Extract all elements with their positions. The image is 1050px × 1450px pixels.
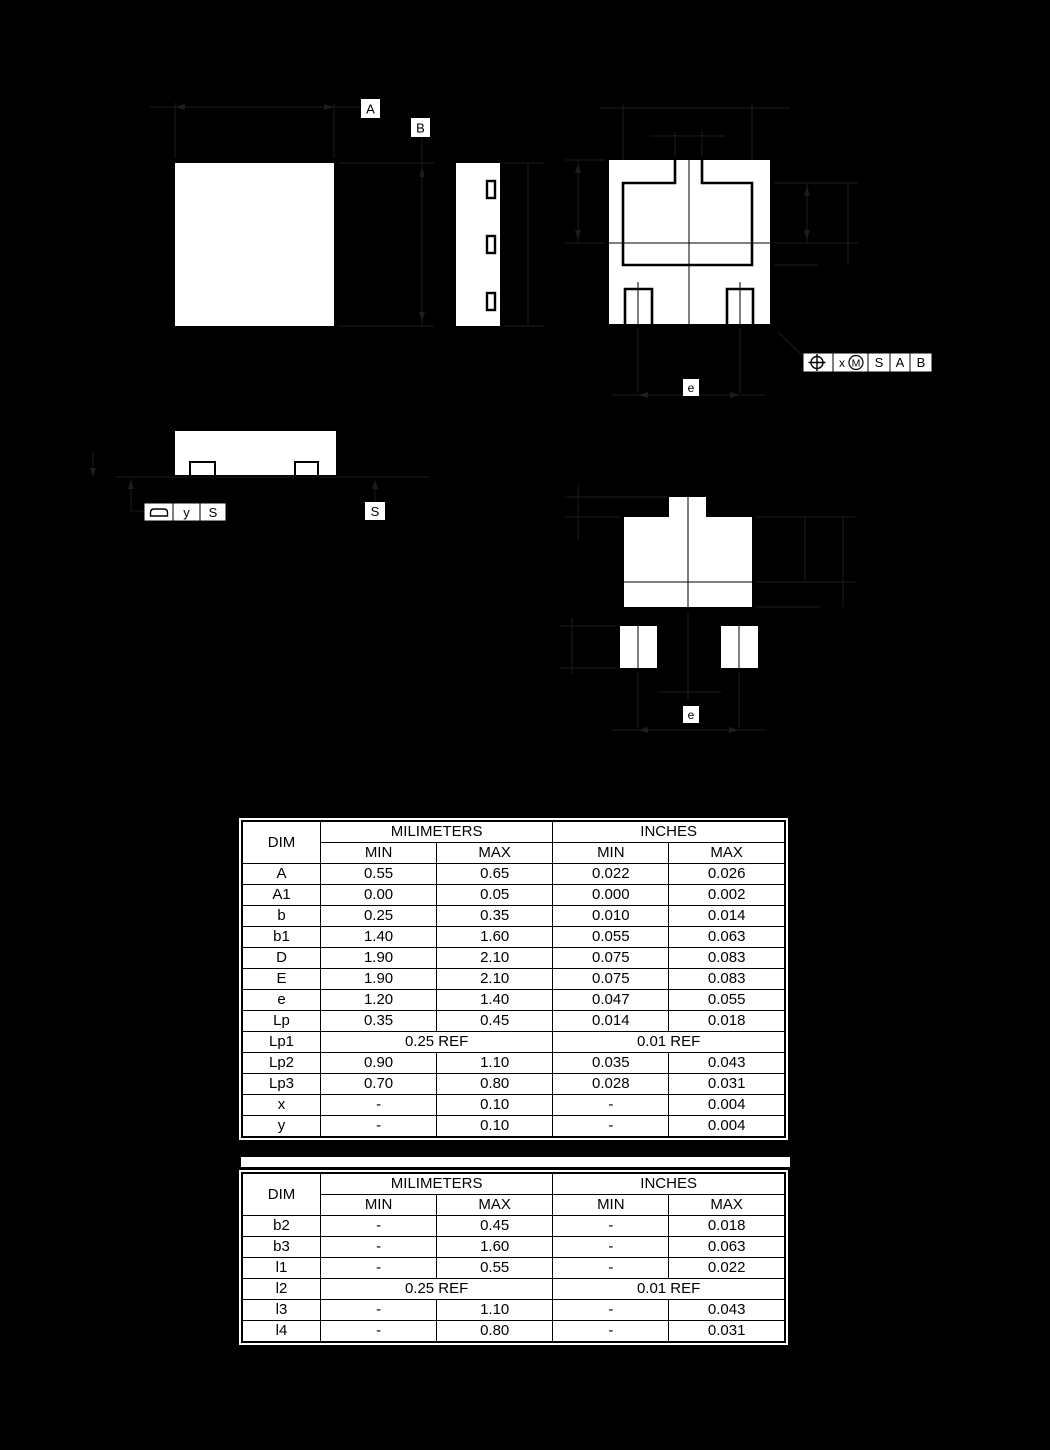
- table-row: [242, 1116, 785, 1138]
- col-header-in-max: MAX: [669, 1195, 785, 1216]
- cell: -: [321, 1258, 437, 1279]
- cell: 0.10: [437, 1116, 553, 1138]
- datum-b-label: B: [416, 120, 425, 136]
- pitch-label-bottom-box: [683, 706, 699, 723]
- lead-slot: [487, 181, 495, 198]
- cell: 0.90: [321, 1053, 437, 1074]
- col-header-mm-min: MIN: [321, 843, 437, 864]
- fcf-tolerance-y: y: [183, 505, 190, 520]
- cell: 0.035: [553, 1053, 669, 1074]
- cell-dim: b: [242, 906, 321, 927]
- cell: 0.00: [321, 885, 437, 906]
- col-header-in-max: MAX: [669, 843, 785, 864]
- cell-dim: l1: [242, 1258, 321, 1279]
- cell: 0.055: [553, 927, 669, 948]
- cell: 2.10: [437, 969, 553, 990]
- cell-dim: Lp: [242, 1011, 321, 1032]
- pitch-label-top: e: [687, 381, 695, 395]
- mmc-modifier-letter: M: [851, 357, 861, 370]
- cell: 0.031: [669, 1321, 785, 1343]
- cell: -: [321, 1216, 437, 1237]
- fcf-tolerance-prefix: x: [839, 356, 845, 370]
- table-row: [242, 948, 785, 969]
- cell: 1.40: [321, 927, 437, 948]
- side-view: [456, 163, 500, 326]
- cell: 0.014: [669, 906, 785, 927]
- lead-side-view: [620, 497, 758, 668]
- cell-span: 0.25 REF: [321, 1279, 553, 1300]
- table-row: [242, 969, 785, 990]
- cell: 1.20: [321, 990, 437, 1011]
- lead-slot: [487, 236, 495, 253]
- cell: -: [321, 1237, 437, 1258]
- cell: 0.35: [437, 906, 553, 927]
- cell: -: [553, 1216, 669, 1237]
- cell-dim: E: [242, 969, 321, 990]
- cell-dim: l4: [242, 1321, 321, 1343]
- fcf-ref-s: S: [874, 355, 884, 370]
- table-spacer-strip: [241, 1157, 790, 1167]
- cell: 0.083: [669, 948, 785, 969]
- col-header-mm-max: MAX: [437, 843, 553, 864]
- cell: 1.60: [437, 1237, 553, 1258]
- cell: 0.010: [553, 906, 669, 927]
- cell: -: [553, 1300, 669, 1321]
- table-row: [242, 1095, 785, 1116]
- datum-s-box: [365, 502, 385, 520]
- cell-dim: b2: [242, 1216, 321, 1237]
- cell: 1.90: [321, 969, 437, 990]
- cell: 0.055: [669, 990, 785, 1011]
- datum-a-label: A: [366, 101, 375, 117]
- table-row: [242, 1053, 785, 1074]
- cell: 0.55: [321, 864, 437, 885]
- cell: 0.083: [669, 969, 785, 990]
- cell: 1.90: [321, 948, 437, 969]
- cell: -: [321, 1300, 437, 1321]
- cell: 0.028: [553, 1074, 669, 1095]
- cell-span: 0.25 REF: [321, 1032, 553, 1053]
- col-header-inches: INCHES: [553, 821, 785, 843]
- cell: 0.45: [437, 1216, 553, 1237]
- cell-dim: Lp2: [242, 1053, 321, 1074]
- cell: -: [553, 1237, 669, 1258]
- cell: 1.60: [437, 927, 553, 948]
- cell-dim: y: [242, 1116, 321, 1138]
- cell-dim: A: [242, 864, 321, 885]
- cell-dim: D: [242, 948, 321, 969]
- cell: -: [553, 1116, 669, 1138]
- cell: 0.063: [669, 927, 785, 948]
- cell: -: [553, 1258, 669, 1279]
- table-row: [242, 1011, 785, 1032]
- cell: 0.043: [669, 1300, 785, 1321]
- cell: 0.25: [321, 906, 437, 927]
- datum-b-box: [411, 118, 430, 137]
- cell-dim: e: [242, 990, 321, 1011]
- dimension-table-land-pattern: [239, 1170, 788, 1345]
- cell-dim: Lp1: [242, 1032, 321, 1053]
- pitch-label-bottom: e: [687, 708, 695, 722]
- cell: 0.45: [437, 1011, 553, 1032]
- cell: 1.10: [437, 1300, 553, 1321]
- cell: 0.80: [437, 1321, 553, 1343]
- pitch-label-top-box: [683, 379, 699, 396]
- cell-span: 0.01 REF: [553, 1032, 785, 1053]
- table-row-span: [242, 1032, 785, 1053]
- cell-dim: x: [242, 1095, 321, 1116]
- col-header-mm-max: MAX: [437, 1195, 553, 1216]
- table-subheader-row: [242, 1195, 785, 1216]
- cell: 0.004: [669, 1116, 785, 1138]
- cell: 0.022: [553, 864, 669, 885]
- cell-dim: b3: [242, 1237, 321, 1258]
- col-header-inches: INCHES: [553, 1173, 785, 1195]
- cell-dim: b1: [242, 927, 321, 948]
- lead-foot-right: [295, 462, 318, 476]
- col-header-mm-min: MIN: [321, 1195, 437, 1216]
- cell: 0.70: [321, 1074, 437, 1095]
- cell: 0.35: [321, 1011, 437, 1032]
- table-row: [242, 927, 785, 948]
- cell: 0.000: [553, 885, 669, 906]
- cell: 0.047: [553, 990, 669, 1011]
- cell: 0.063: [669, 1237, 785, 1258]
- dimension-table-package: [239, 818, 788, 1140]
- col-header-in-min: MIN: [553, 843, 669, 864]
- table-row: [242, 1258, 785, 1279]
- fcf-ref-a: A: [895, 355, 905, 370]
- cell: 0.031: [669, 1074, 785, 1095]
- cell: 0.10: [437, 1095, 553, 1116]
- lead-foot-left: [190, 462, 215, 476]
- front-view: [175, 431, 479, 476]
- datum-s-label: S: [370, 504, 380, 519]
- cell: 0.022: [669, 1258, 785, 1279]
- cell-dim: l2: [242, 1279, 321, 1300]
- cell: 1.10: [437, 1053, 553, 1074]
- table-row: [242, 990, 785, 1011]
- cell: 0.026: [669, 864, 785, 885]
- table-row: [242, 1300, 785, 1321]
- cell: 0.075: [553, 969, 669, 990]
- cell: -: [553, 1321, 669, 1343]
- table-row: [242, 864, 785, 885]
- table-row: [242, 906, 785, 927]
- seating-plane-note: Seating Plane: [401, 438, 479, 452]
- datum-a-box: [361, 99, 380, 118]
- col-header-dim: DIM: [242, 821, 321, 864]
- cell: 0.002: [669, 885, 785, 906]
- cell-dim: A1: [242, 885, 321, 906]
- cell: 0.075: [553, 948, 669, 969]
- cell-dim: l3: [242, 1300, 321, 1321]
- top-view: [175, 163, 334, 326]
- table-header-row: [242, 1173, 785, 1195]
- cell: -: [321, 1095, 437, 1116]
- cell: 0.004: [669, 1095, 785, 1116]
- cell: 0.05: [437, 885, 553, 906]
- cell: 0.018: [669, 1216, 785, 1237]
- table-row-span: [242, 1279, 785, 1300]
- table-row: [242, 1216, 785, 1237]
- cell: -: [321, 1116, 437, 1138]
- table-row: [242, 1321, 785, 1343]
- cell-span: 0.01 REF: [553, 1279, 785, 1300]
- cell: -: [321, 1321, 437, 1343]
- table-header-row: [242, 821, 785, 843]
- fcf-datum-s: S: [208, 505, 218, 520]
- cell: -: [553, 1095, 669, 1116]
- table-row: [242, 1074, 785, 1095]
- bottom-view: [609, 160, 770, 324]
- cell: 0.018: [669, 1011, 785, 1032]
- fcf-seating-plane: [144, 503, 226, 521]
- col-header-dim: DIM: [242, 1173, 321, 1216]
- fcf-position: [803, 353, 932, 372]
- cell: 0.55: [437, 1258, 553, 1279]
- lead-slot: [487, 293, 495, 310]
- cell: 1.40: [437, 990, 553, 1011]
- cell: 0.014: [553, 1011, 669, 1032]
- col-header-millimeters: MILIMETERS: [321, 821, 553, 843]
- table-row: [242, 1237, 785, 1258]
- fcf-ref-b: B: [916, 355, 926, 370]
- cell: 2.10: [437, 948, 553, 969]
- cell-dim: Lp3: [242, 1074, 321, 1095]
- cell: 0.80: [437, 1074, 553, 1095]
- cell: 0.043: [669, 1053, 785, 1074]
- cell: 0.65: [437, 864, 553, 885]
- table-row: [242, 885, 785, 906]
- table-subheader-row: [242, 843, 785, 864]
- col-header-millimeters: MILIMETERS: [321, 1173, 553, 1195]
- col-header-in-min: MIN: [553, 1195, 669, 1216]
